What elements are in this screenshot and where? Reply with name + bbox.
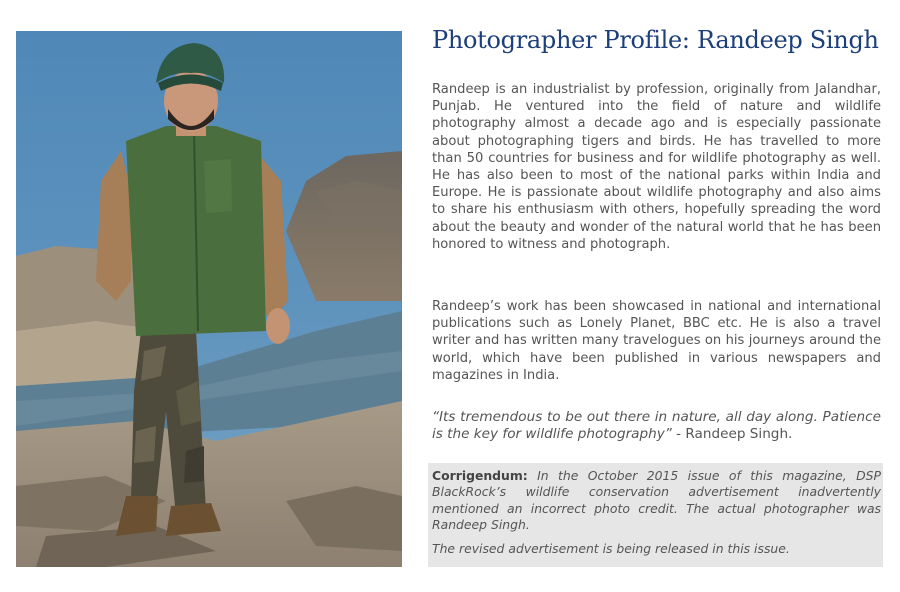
corrigendum-box bbox=[428, 463, 883, 567]
bio-paragraph-2: Randeep’s work has been showcased in national and international publications such as Lonely Planet, BBC etc. He is also a travel writer and has written many travelogues on his journeys around the world, which have been published in various newspapers and magazines in India. bbox=[432, 299, 881, 383]
corrigendum-text: In the October 2015 issue of this magazine, DSP BlackRock’s wildlife conservation advertisement inadvertently mentioned an incorrect photo credit. The actual photographer was Randeep Singh. bbox=[432, 468, 881, 533]
corrigendum-note: The revised advertisement is being released in this issue. bbox=[432, 540, 790, 556]
bio-paragraph-1: Randeep is an industrialist by profession, originally from Jalandhar, Punjab. He ventured into the field of nature and wildlife photography almost a decade ago and is especially passionate about photographing tigers and birds. He has travelled to more than 50 countries for business and for wildlife photography as well. He has also been to most of the national parks within India and Europe. He is passionate about wildlife photography and also aims to share his enthusiasm with others, hopefully spreading the word about the beauty and wonder of the natural world that he has been honored to witness and photograph. bbox=[432, 82, 881, 252]
corrigendum-label: Corrigendum: bbox=[432, 468, 528, 483]
quote-text: “Its tremendous to be out there in nature, all day along. Patience is the key for wildlife photography” bbox=[432, 409, 881, 443]
corrigendum-body bbox=[432, 468, 881, 534]
quote-attribution: - Randeep Singh. bbox=[671, 426, 793, 443]
photographer-quote bbox=[432, 409, 881, 443]
photographer-portrait bbox=[16, 31, 402, 567]
page-title: Photographer Profile: Randeep Singh bbox=[432, 26, 879, 54]
